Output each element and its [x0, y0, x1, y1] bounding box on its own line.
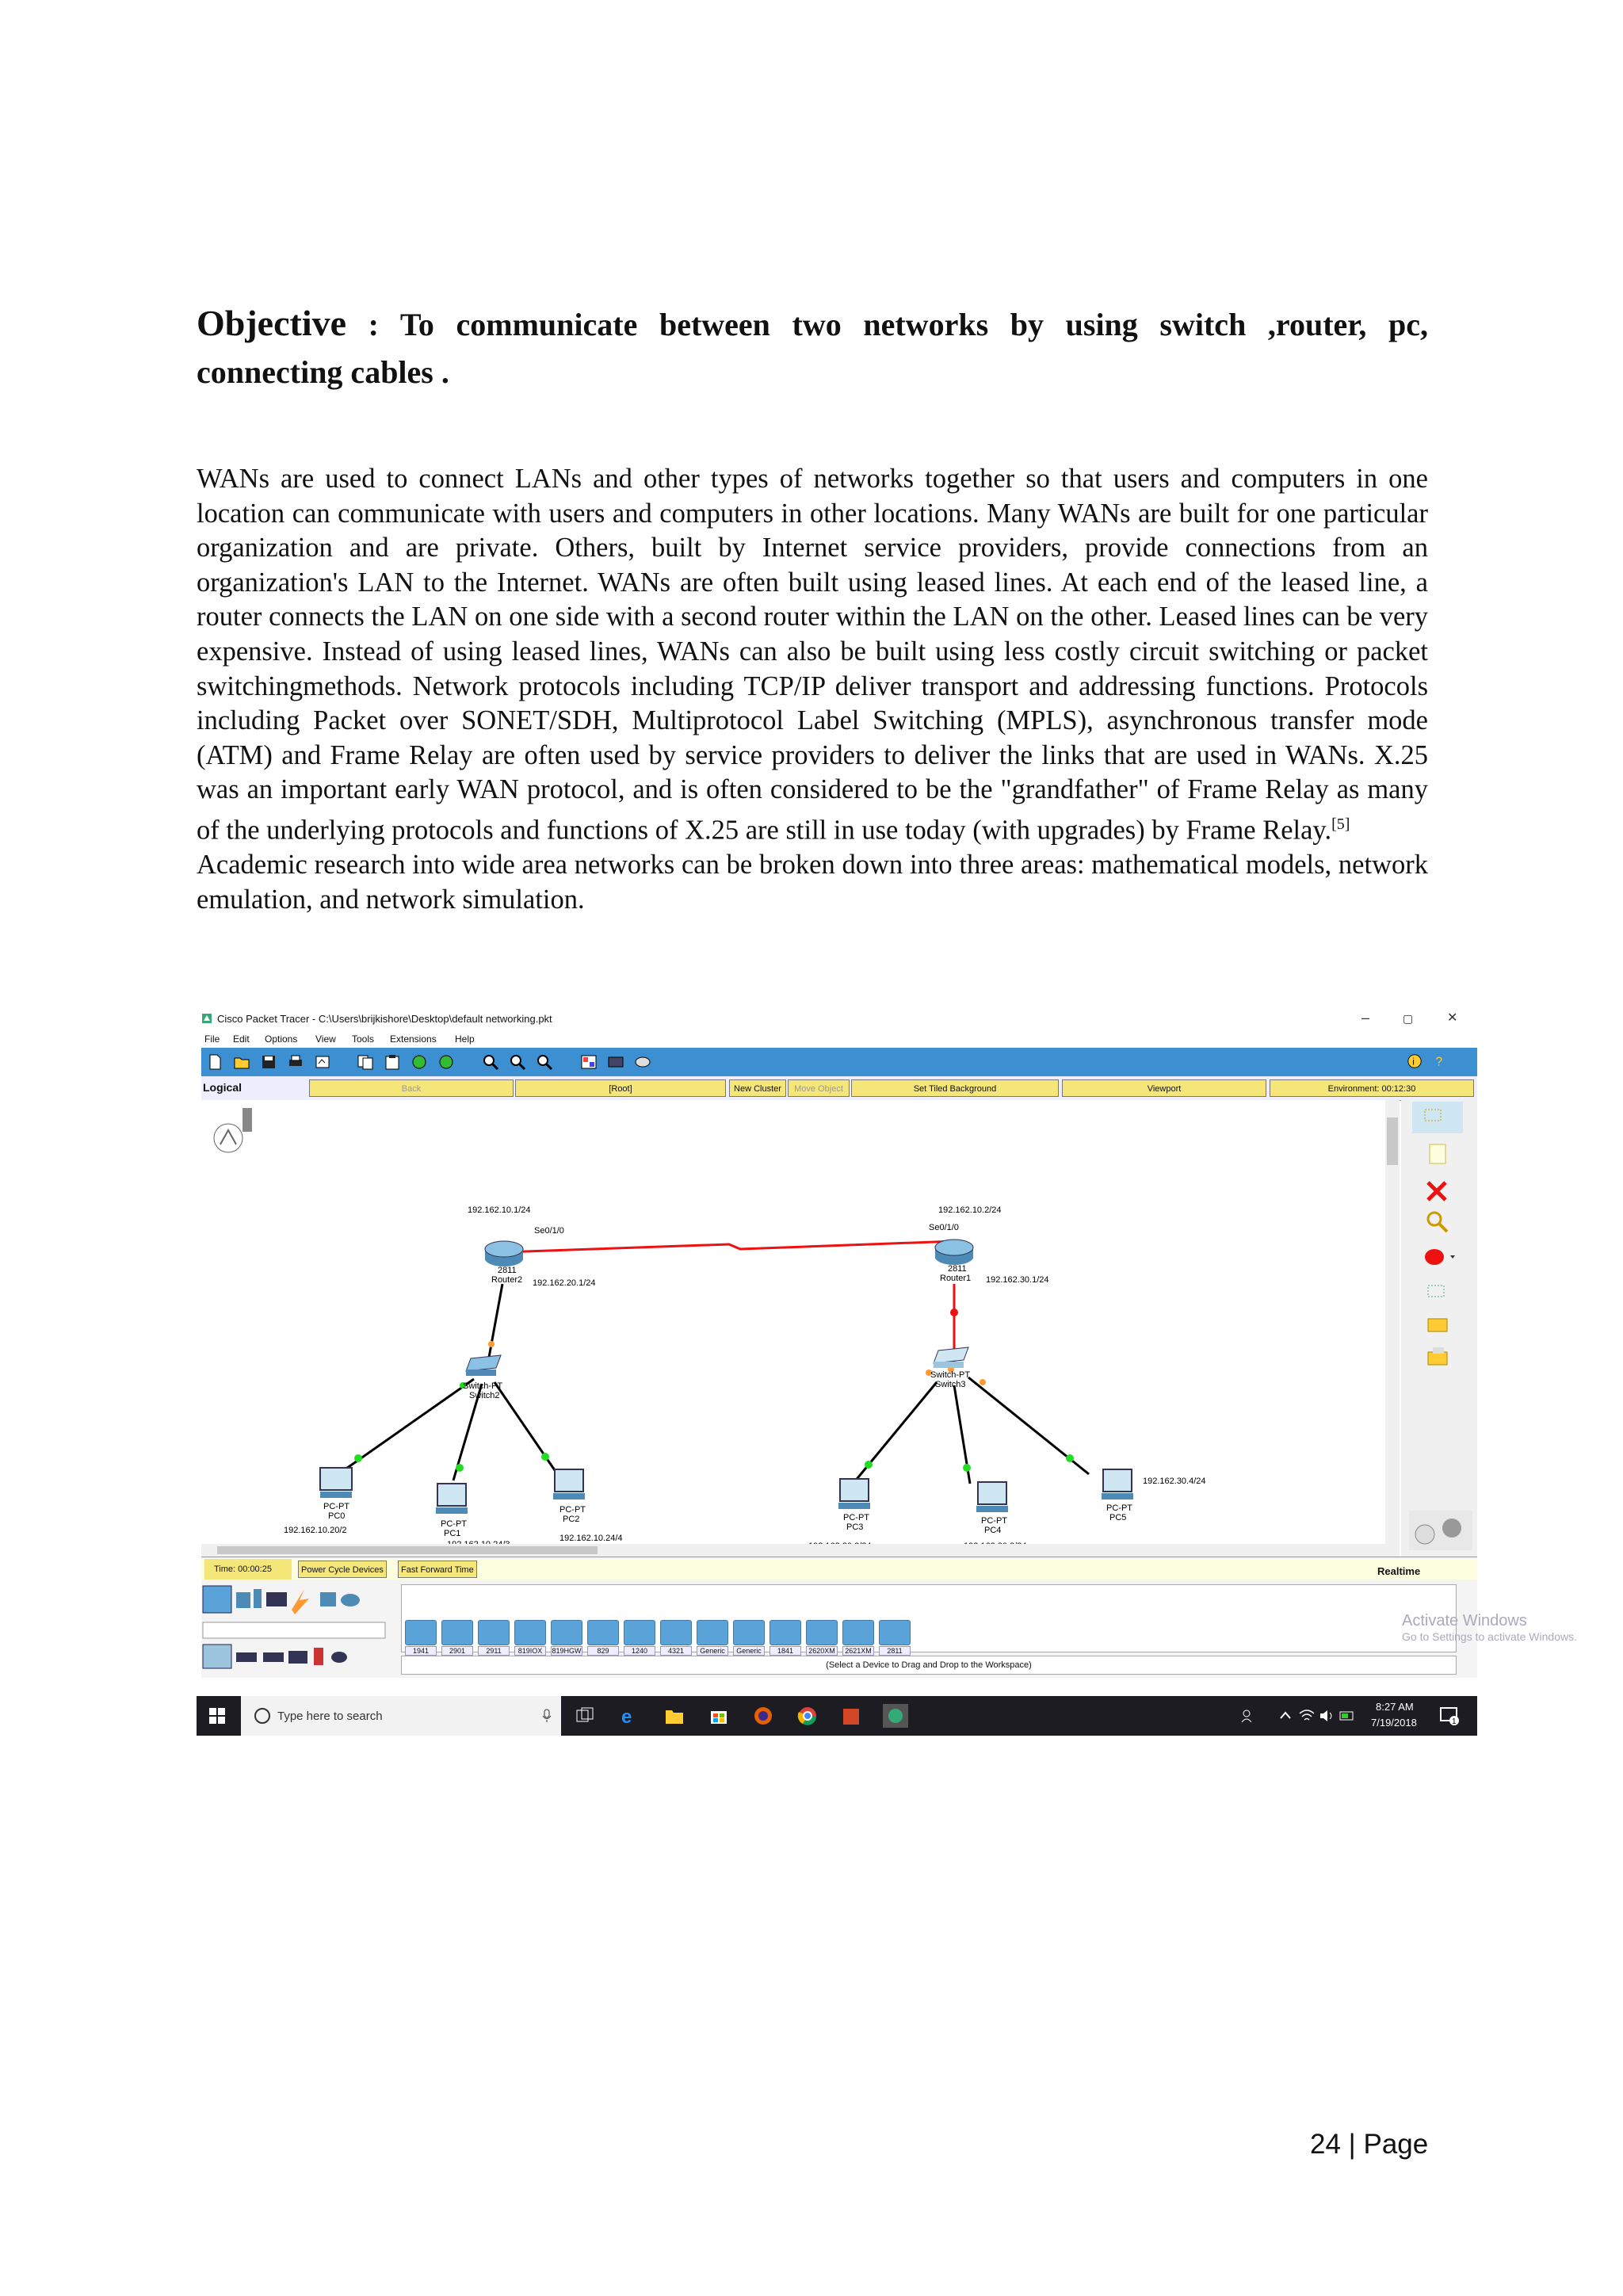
- chevron-up-icon[interactable]: [1279, 1710, 1292, 1720]
- activity-wizard-icon[interactable]: [314, 1054, 331, 1070]
- device-model-1841[interactable]: 1841: [769, 1620, 801, 1661]
- paragraph-academic: Academic research into wide area networks can be broken down into three areas: mathematical models, network emulation, and network simulation.: [197, 850, 1428, 915]
- close-button[interactable]: ✕: [1447, 1011, 1458, 1025]
- task-view-icon[interactable]: [575, 1707, 594, 1725]
- microphone-icon[interactable]: [542, 1709, 552, 1723]
- switches-subcategory-icon[interactable]: [236, 1652, 257, 1662]
- network-info-icon[interactable]: [634, 1054, 651, 1070]
- svg-text:1: 1: [1452, 1717, 1457, 1726]
- objective-word: Objective: [197, 303, 347, 343]
- pc5-model: PC-PT: [1106, 1503, 1132, 1513]
- pc2-icon[interactable]: [553, 1469, 585, 1499]
- taskbar-time[interactable]: 8:27 AM: [1376, 1701, 1414, 1713]
- time-bar: [201, 1559, 1477, 1580]
- menu-bar: [197, 1030, 1477, 1048]
- activate-windows-watermark: Activate Windows Go to Settings to activate Windows.: [1402, 1612, 1577, 1643]
- router1-icon[interactable]: [935, 1240, 973, 1265]
- device-model-2621xm[interactable]: 2621XM: [842, 1620, 874, 1661]
- redo-icon[interactable]: [437, 1054, 455, 1070]
- taskbar-search-placeholder: Type here to search: [277, 1710, 383, 1723]
- device-type-selector: [201, 1584, 391, 1671]
- add-complex-pdu-icon[interactable]: [1428, 1347, 1447, 1365]
- switch2-model: Switch-PT: [463, 1381, 503, 1391]
- save-icon[interactable]: [260, 1054, 277, 1070]
- fast-forward-button[interactable]: Fast Forward Time: [398, 1561, 477, 1578]
- menu-tools[interactable]: Tools: [352, 1033, 375, 1045]
- device-model-2620xm[interactable]: 2620XM: [806, 1620, 838, 1661]
- root-button[interactable]: [Root]: [515, 1079, 726, 1097]
- router2-model: 2811: [498, 1266, 517, 1275]
- inspect-tool-icon[interactable]: [1428, 1213, 1447, 1232]
- power-cycle-button[interactable]: Power Cycle Devices: [298, 1561, 387, 1578]
- pc0-ip: 192.162.10.20/2: [284, 1526, 347, 1535]
- router1-port: Se0/1/0: [929, 1223, 959, 1232]
- router1-name: Router1: [940, 1274, 972, 1283]
- switch2-name: Switch2: [469, 1391, 500, 1400]
- simulation-clock-icon[interactable]: [1409, 1511, 1472, 1550]
- pc1-model: PC-PT: [441, 1519, 467, 1529]
- pc3-icon[interactable]: [838, 1479, 870, 1509]
- device-model-generic[interactable]: Generic: [697, 1620, 728, 1661]
- page-number: 24 | Page: [1310, 2129, 1429, 2160]
- window-title: Cisco Packet Tracer - C:\Users\brijkishore\Desktop\default networking.pkt: [217, 1013, 552, 1025]
- wireless-subcategory-icon[interactable]: [288, 1651, 307, 1664]
- environment-button[interactable]: Environment: 00:12:30: [1270, 1079, 1474, 1097]
- custom-device-icon[interactable]: [607, 1054, 624, 1070]
- switch3-icon[interactable]: [934, 1347, 968, 1368]
- router2-name: Router2: [491, 1275, 523, 1285]
- zoom-reset-icon[interactable]: [509, 1054, 526, 1070]
- paste-icon[interactable]: [384, 1054, 401, 1070]
- device-model-2901[interactable]: 2901: [441, 1620, 473, 1661]
- wan-emulation-subcategory-icon[interactable]: [331, 1652, 347, 1663]
- back-button[interactable]: Back: [309, 1079, 514, 1097]
- pc5-ip: 192.162.30.4/24: [1143, 1477, 1206, 1486]
- pc3-name: PC3: [846, 1522, 864, 1532]
- file-explorer-icon[interactable]: [664, 1707, 685, 1725]
- notifications-icon[interactable]: [1439, 1706, 1460, 1726]
- drawing-palette-icon[interactable]: [580, 1054, 598, 1070]
- zoom-in-icon[interactable]: [482, 1054, 499, 1070]
- add-simple-pdu-icon[interactable]: [1428, 1319, 1447, 1331]
- windows-start-icon[interactable]: [209, 1708, 225, 1724]
- volume-icon[interactable]: [1319, 1709, 1336, 1723]
- info-icon[interactable]: [1406, 1053, 1423, 1069]
- drag-drop-hint: (Select a Device to Drag and Drop to the Workspace): [401, 1656, 1457, 1675]
- device-model-819hgw[interactable]: 819HGW: [551, 1620, 582, 1661]
- toolbar: [201, 1048, 1477, 1076]
- menu-edit[interactable]: Edit: [233, 1033, 250, 1045]
- pc4-model: PC-PT: [981, 1516, 1007, 1526]
- citation[interactable]: [5]: [1331, 815, 1350, 833]
- switch2-icon[interactable]: [466, 1355, 501, 1376]
- copy-icon[interactable]: [357, 1054, 374, 1070]
- router2-port: Se0/1/0: [534, 1226, 564, 1236]
- pc5-name: PC5: [1109, 1513, 1127, 1522]
- packet-tracer-app-icon: [201, 1013, 212, 1024]
- device-model-generic-2[interactable]: Generic: [733, 1620, 765, 1661]
- time-label: Time: 00:00:25: [204, 1559, 292, 1580]
- menu-view[interactable]: View: [315, 1033, 336, 1045]
- set-tiled-background-button[interactable]: Set Tiled Background: [851, 1079, 1059, 1097]
- menu-help[interactable]: Help: [455, 1033, 475, 1045]
- router1-ip-top: 192.162.10.2/24: [938, 1205, 1002, 1215]
- menu-file[interactable]: File: [204, 1033, 220, 1045]
- objective-heading: [197, 300, 1428, 396]
- windows-taskbar: [197, 1696, 1477, 1736]
- pc2-ip: 192.162.10.24/4: [559, 1534, 623, 1543]
- zoom-out-icon[interactable]: [536, 1054, 553, 1070]
- taskbar-search-box[interactable]: [241, 1696, 561, 1736]
- switch3-model: Switch-PT: [930, 1370, 971, 1380]
- draw-shape-tool-icon[interactable]: [1425, 1249, 1455, 1265]
- device-model-4321[interactable]: 4321: [660, 1620, 692, 1661]
- end-devices-category-icon[interactable]: [236, 1589, 262, 1608]
- router2-ip-top: 192.162.10.1/24: [468, 1205, 531, 1215]
- logical-workspace[interactable]: [201, 1100, 1400, 1544]
- serial-link[interactable]: [502, 1241, 956, 1252]
- store-icon[interactable]: [708, 1706, 729, 1725]
- new-file-icon[interactable]: [206, 1054, 223, 1070]
- topology-diagram: [201, 1100, 1400, 1544]
- workspace-navbar: [201, 1076, 1477, 1101]
- common-tools-panel: [1401, 1100, 1477, 1576]
- device-model-list: [401, 1584, 1577, 1655]
- minimize-button[interactable]: –: [1361, 1010, 1370, 1026]
- pc2-name: PC2: [563, 1515, 580, 1524]
- firefox-icon[interactable]: [753, 1706, 773, 1726]
- packet-tracer-taskbar-icon[interactable]: [883, 1704, 908, 1728]
- router2-icon[interactable]: [485, 1241, 523, 1266]
- packet-tracer-screenshot: [197, 1007, 1577, 1736]
- pc0-model: PC-PT: [323, 1502, 349, 1511]
- move-object-button[interactable]: Move Object: [788, 1079, 850, 1097]
- svg-text:?: ?: [1435, 1055, 1443, 1069]
- svg-text:i: i: [1412, 1056, 1415, 1068]
- router2-ip-side: 192.162.20.1/24: [533, 1278, 596, 1288]
- undo-icon[interactable]: [411, 1054, 428, 1070]
- vertical-scrollbar[interactable]: [1385, 1100, 1400, 1544]
- routers-subcategory-icon[interactable]: [203, 1645, 231, 1668]
- delete-tool-icon[interactable]: [1428, 1182, 1445, 1200]
- pc1-name: PC1: [444, 1529, 461, 1538]
- pc4-icon[interactable]: [976, 1482, 1008, 1512]
- device-model-819iox[interactable]: 819IOX: [514, 1620, 546, 1661]
- switch3-name: Switch3: [935, 1380, 966, 1389]
- realtime-tab[interactable]: Realtime: [1377, 1565, 1421, 1577]
- svg-text:e: e: [621, 1706, 632, 1728]
- new-cluster-button[interactable]: New Cluster: [729, 1079, 786, 1097]
- taskbar-date[interactable]: 7/19/2018: [1371, 1717, 1417, 1729]
- powerpoint-icon[interactable]: [840, 1706, 862, 1728]
- battery-icon[interactable]: [1339, 1710, 1355, 1721]
- connections-category-icon[interactable]: [292, 1589, 309, 1614]
- edge-browser-icon[interactable]: [620, 1706, 640, 1726]
- resize-tool-icon[interactable]: [1428, 1286, 1444, 1297]
- pc1-icon[interactable]: [436, 1484, 468, 1514]
- misc-category-icon[interactable]: [320, 1592, 360, 1606]
- device-model-829[interactable]: 829: [587, 1620, 619, 1661]
- device-model-1941[interactable]: 1941: [405, 1620, 437, 1661]
- device-model-1240[interactable]: 1240: [624, 1620, 655, 1661]
- wifi-icon[interactable]: [1298, 1709, 1316, 1723]
- device-model-2811[interactable]: 2811: [879, 1620, 911, 1661]
- print-icon[interactable]: [287, 1054, 304, 1070]
- maximize-button[interactable]: ▢: [1403, 1012, 1414, 1025]
- horizontal-scrollbar[interactable]: [201, 1544, 1400, 1557]
- router1-model: 2811: [948, 1264, 967, 1274]
- help-icon[interactable]: [1431, 1053, 1449, 1069]
- cluster-icon[interactable]: [209, 1108, 281, 1189]
- components-category-icon[interactable]: [266, 1592, 287, 1606]
- menu-options[interactable]: Options: [265, 1033, 298, 1045]
- select-tool-icon[interactable]: [1412, 1102, 1463, 1133]
- link-router2-switch2[interactable]: [488, 1284, 502, 1362]
- bottom-panel: [201, 1557, 1577, 1678]
- chrome-icon[interactable]: [797, 1706, 818, 1726]
- router1-ip-side: 192.162.30.1/24: [986, 1275, 1049, 1285]
- pc0-icon[interactable]: [320, 1468, 352, 1498]
- paragraph-wans: WANs are used to connect LANs and other types of networks together so that users and computers in one location can communicate with users and computers in other locations. Many WANs are built for one particular organization and are private. Others, built by Internet service providers, provide connections from an organization's LAN to the Internet. WANs are often built using leased lines. At each end of the leased line, a router connects the LAN on one side with a second router within the LAN on the other. Leased lines can be very expensive. Instead of using leased lines, WANs can also be built using less costly circuit switching or packet switchingmethods. Network protocols including TCP/IP deliver transport and addressing functions. Protocols including Packet over SONET/SDH, Multiprotocol Label Switching (MPLS), asynchronous transfer mode (ATM) and Frame Relay are often used by service providers to deliver the links that are used in WANs. X.25 was an important early WAN protocol, and is often considered to be the "grandfather" of Frame Relay as many of the underlying protocols and functions of X.25 are still in use today (with upgrades) by Frame Relay.[5]: [197, 464, 1428, 846]
- objective-text: : To communicate between two networks by using switch ,router, pc, connecting cables .: [197, 307, 1428, 390]
- pc4-name: PC4: [984, 1526, 1002, 1535]
- menu-extensions[interactable]: Extensions: [390, 1033, 437, 1045]
- window-titlebar: [197, 1007, 1477, 1030]
- network-devices-category-icon[interactable]: [203, 1586, 231, 1613]
- logical-label: Logical: [203, 1081, 242, 1094]
- pc0-name: PC0: [328, 1511, 346, 1521]
- hubs-subcategory-icon[interactable]: [263, 1652, 284, 1662]
- pc5-icon[interactable]: [1102, 1469, 1133, 1499]
- open-folder-icon[interactable]: [233, 1054, 250, 1070]
- people-icon[interactable]: [1241, 1709, 1257, 1723]
- device-model-2911[interactable]: 2911: [478, 1620, 510, 1661]
- viewport-button[interactable]: Viewport: [1062, 1079, 1266, 1097]
- security-subcategory-icon[interactable]: [314, 1648, 323, 1665]
- body-text: [197, 462, 1428, 917]
- search-icon: [254, 1707, 271, 1725]
- pc3-model: PC-PT: [843, 1513, 869, 1522]
- note-tool-icon[interactable]: [1430, 1144, 1445, 1163]
- pc2-model: PC-PT: [559, 1505, 586, 1515]
